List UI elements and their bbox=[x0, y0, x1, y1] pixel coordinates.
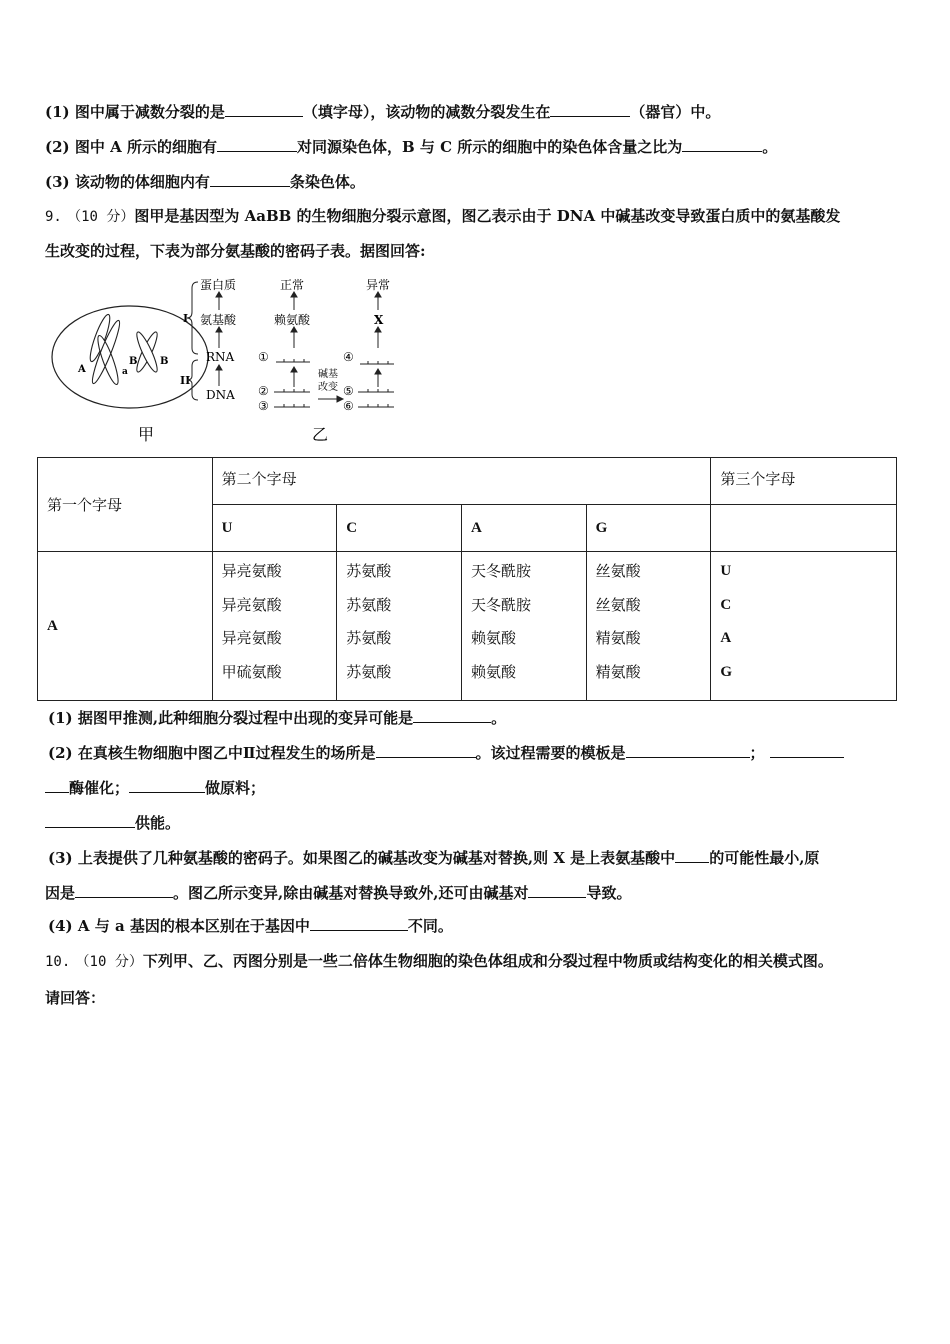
svg-text:异常: 异常 bbox=[366, 278, 391, 292]
q9-sub4: (4) A 与 a 基因的根本区别在于基因中 不同。 bbox=[48, 917, 453, 935]
column-G: 丝氨酸 丝氨酸 精氨酸 精氨酸 bbox=[586, 552, 711, 701]
column-U: 异亮氨酸 异亮氨酸 异亮氨酸 甲硫氨酸 bbox=[212, 552, 337, 701]
svg-text:A: A bbox=[78, 364, 86, 375]
svg-text:⑥: ⑥ bbox=[343, 399, 354, 413]
q9-stem-line2: 生改变的过程，下表为部分氨基酸的密码子表。据图回答: bbox=[45, 242, 426, 260]
svg-text:⑤: ⑤ bbox=[343, 384, 354, 398]
q9-sub1: (1) 据图甲推测,此种细胞分裂过程中出现的变异可能是 。 bbox=[48, 709, 507, 727]
q9-stem-line1: 9. （10 分）图甲是基因型为 AaBB 的生物细胞分裂示意图，图乙表示由于 DNA 中碱基改变导致蛋白质中的氨基酸发 bbox=[45, 207, 841, 225]
answer-blank[interactable] bbox=[75, 882, 173, 898]
svg-text:正常: 正常 bbox=[280, 278, 305, 292]
svg-text:碱基: 碱基 bbox=[318, 369, 338, 380]
second-letter-U: U bbox=[212, 505, 337, 552]
q10-stem-line1: 10. （10 分）下列甲、乙、丙图分别是一些二倍体生物细胞的染色体组成和分裂过程中物质或结构变化的相关模式图。 bbox=[45, 952, 833, 970]
answer-blank[interactable] bbox=[682, 136, 762, 152]
flow-arrows-icon bbox=[216, 292, 222, 386]
svg-text:II: II bbox=[180, 374, 191, 387]
brace-II-icon bbox=[187, 360, 198, 400]
q9-sub2-line3: 供能。 bbox=[45, 812, 180, 833]
svg-text:④: ④ bbox=[343, 350, 354, 364]
svg-text:②: ② bbox=[258, 384, 269, 398]
q9-figure bbox=[48, 272, 408, 447]
q8-sub3: (3) 该动物的体细胞内有 条染色体。 bbox=[45, 173, 365, 191]
header-third-letter: 第三个字母 bbox=[711, 458, 897, 505]
second-letter-A: A bbox=[461, 505, 586, 552]
svg-text:赖氨酸: 赖氨酸 bbox=[274, 313, 311, 327]
q9-sub3-line1: (3) 上表提供了几种氨基酸的密码子。如果图乙的碱基改变为碱基对替换,则 X 是上表氨基酸中 的可能性最小,原 bbox=[48, 849, 820, 867]
header-first-letter: 第一个字母 bbox=[38, 458, 213, 552]
q8-sub1: (1) 图中属于减数分裂的是 （填字母），该动物的减数分裂发生在 （器官）中。 bbox=[45, 103, 721, 121]
column-third-letter: U C A G bbox=[711, 552, 897, 701]
q9-sub2-line2: 酶催化； 做原料； bbox=[45, 777, 265, 798]
second-letter-G: G bbox=[586, 505, 711, 552]
first-letter-A: A bbox=[38, 552, 213, 701]
second-letter-C: C bbox=[337, 505, 462, 552]
svg-text:①: ① bbox=[258, 350, 269, 364]
answer-blank[interactable] bbox=[45, 777, 69, 793]
svg-text:B: B bbox=[129, 356, 138, 367]
cell-division-diagram bbox=[48, 272, 408, 447]
svg-text:B: B bbox=[160, 356, 169, 367]
q9-sub2-line1: (2) 在真核生物细胞中图乙中Ⅱ过程发生的场所是 。该过程需要的模板是 ； bbox=[48, 742, 844, 763]
svg-text:a: a bbox=[122, 367, 128, 377]
svg-text:DNA: DNA bbox=[206, 388, 235, 402]
normal-strands-icon bbox=[274, 292, 310, 407]
change-arrow-icon bbox=[318, 396, 343, 402]
answer-blank[interactable] bbox=[528, 882, 586, 898]
answer-blank[interactable] bbox=[217, 136, 297, 152]
answer-blank[interactable] bbox=[376, 742, 476, 758]
brace-I-icon bbox=[187, 282, 198, 354]
svg-text:乙: 乙 bbox=[312, 425, 329, 444]
chromosome-Aa-icon bbox=[87, 313, 124, 386]
answer-blank[interactable] bbox=[413, 707, 491, 723]
svg-text:③: ③ bbox=[258, 399, 269, 413]
svg-text:RNA: RNA bbox=[206, 350, 235, 364]
svg-text:甲: 甲 bbox=[138, 425, 155, 444]
answer-blank[interactable] bbox=[675, 847, 709, 863]
answer-blank[interactable] bbox=[210, 171, 290, 187]
answer-blank[interactable] bbox=[626, 742, 750, 758]
svg-text:X: X bbox=[374, 313, 384, 327]
answer-blank[interactable] bbox=[550, 101, 630, 117]
abnormal-strands-icon bbox=[358, 292, 394, 407]
column-C: 苏氨酸 苏氨酸 苏氨酸 苏氨酸 bbox=[337, 552, 462, 701]
q8-sub2: (2) 图中 A 所示的细胞有 对同源染色体，B 与 C 所示的细胞中的染色体含量之比为 。 bbox=[45, 138, 778, 156]
svg-text:I: I bbox=[183, 312, 189, 325]
svg-text:蛋白质: 蛋白质 bbox=[200, 278, 237, 292]
answer-blank[interactable] bbox=[310, 915, 408, 931]
column-A: 天冬酰胺 天冬酰胺 赖氨酸 赖氨酸 bbox=[461, 552, 586, 701]
svg-text:氨基酸: 氨基酸 bbox=[200, 313, 237, 327]
answer-blank[interactable] bbox=[225, 101, 303, 117]
answer-blank[interactable] bbox=[45, 812, 135, 828]
header-second-letter: 第二个字母 bbox=[212, 458, 711, 505]
chromosome-BB-icon bbox=[134, 330, 161, 374]
q10-stem-line2: 请回答： bbox=[45, 989, 106, 1007]
empty-cell bbox=[711, 505, 897, 552]
q9-sub3-line2: 因是 。图乙所示变异,除由碱基对替换导致外,还可由碱基对 导致。 bbox=[45, 884, 632, 902]
codon-table bbox=[37, 457, 897, 701]
answer-blank[interactable] bbox=[129, 777, 205, 793]
answer-blank[interactable] bbox=[770, 742, 844, 758]
svg-text:改变: 改变 bbox=[318, 382, 338, 393]
